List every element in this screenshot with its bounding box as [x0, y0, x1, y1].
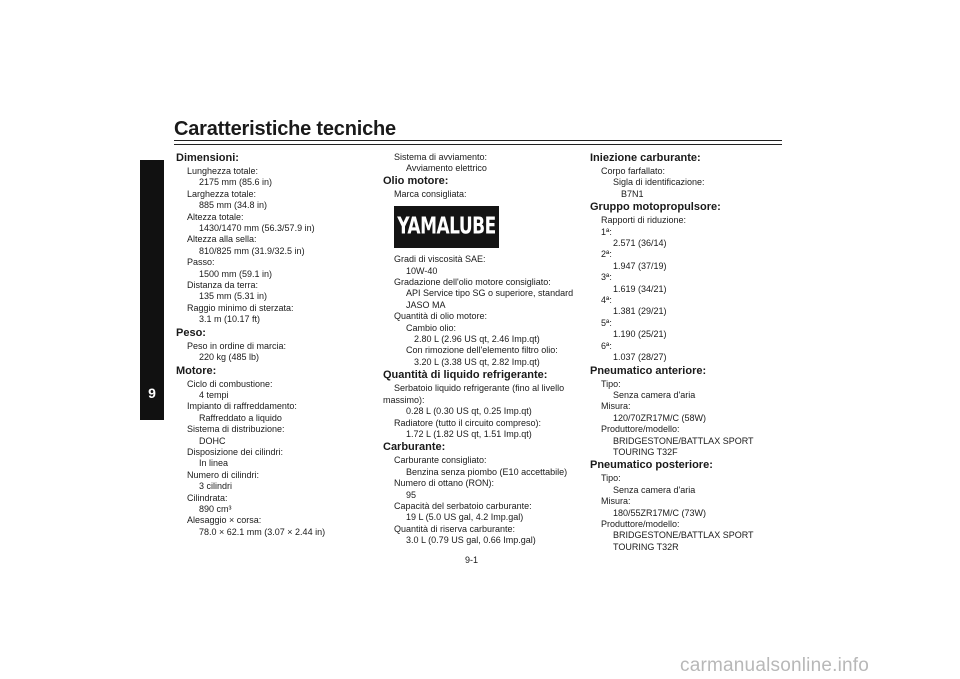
column-1 — [176, 152, 376, 538]
spec-label: Produttore/modello: — [601, 518, 680, 529]
spec-label: Peso in ordine di marcia: — [187, 340, 287, 351]
spec-label: Corpo farfallato: — [601, 166, 666, 176]
spec-value: 2175 mm (85.6 in) — [199, 177, 273, 188]
spec-value: 220 kg (485 lb) — [199, 352, 260, 363]
section-peso — [176, 327, 376, 364]
spec-label: Gradazione dell'olio motore consigliato: — [394, 277, 551, 288]
gear-label: 4ª: — [601, 295, 612, 306]
spec-label: Altezza totale: — [187, 211, 244, 222]
gear-value: 1.037 (28/27) — [613, 352, 667, 363]
spec-label: Numero di ottano (RON): — [394, 478, 495, 489]
spec-value: DOHC — [199, 435, 226, 446]
spec-value: 120/70ZR17M/C (58W) — [613, 412, 707, 423]
section-iniezione — [590, 152, 790, 200]
section-title: Olio motore: — [383, 174, 449, 187]
spec-label: Con rimozione dell'elemento filtro olio: — [406, 345, 558, 356]
spec-value: 3.20 L (3.38 US qt, 2.82 Imp.qt) — [414, 356, 540, 367]
gear-value: 1.947 (37/19) — [613, 260, 667, 271]
spec-value: Senza camera d'aria — [613, 389, 696, 400]
spec-label: Altezza alla sella: — [187, 234, 257, 245]
spec-label: Quantità di olio motore: — [394, 311, 488, 322]
spec-label: Radiatore (tutto il circuito compreso): — [394, 417, 542, 428]
section-motore — [176, 365, 376, 539]
spec-value: 19 L (5.0 US gal, 4.2 Imp.gal) — [406, 512, 524, 523]
section-title: Carburante: — [383, 441, 446, 454]
yamalube-logo-text: YAMALUBE — [397, 212, 496, 240]
spec-label: Larghezza totale: — [187, 188, 257, 199]
spec-label: Alesaggio × corsa: — [187, 515, 262, 526]
spec-value: Senza camera d'aria — [613, 484, 696, 495]
spec-value: 1430/1470 mm (56.3/57.9 in) — [199, 223, 315, 234]
section-title: Peso: — [176, 326, 206, 339]
gear-label: 5ª: — [601, 317, 612, 328]
spec-value: 3.0 L (0.79 US gal, 0.66 Imp.gal) — [406, 535, 536, 546]
spec-value: 3 cilindri — [199, 481, 233, 492]
column-3 — [590, 152, 790, 553]
yamalube-logo — [394, 206, 499, 248]
section-title: Pneumatico posteriore: — [590, 459, 713, 472]
spec-value: In linea — [199, 458, 229, 469]
section-carburante — [383, 441, 583, 546]
chapter-number: 9 — [148, 385, 156, 401]
spec-value: 78.0 × 62.1 mm (3.07 × 2.44 in) — [199, 526, 326, 537]
spec-label: Serbatoio liquido refrigerante (fino al livello — [394, 383, 565, 394]
column-2 — [383, 152, 583, 547]
section-title: Pneumatico anteriore: — [590, 364, 707, 377]
title-rule — [174, 140, 782, 141]
page-number: 9-1 — [465, 555, 479, 565]
spec-label: Misura: — [601, 401, 631, 412]
watermark: carmanualsonline.info — [680, 655, 870, 676]
spec-value: 95 — [406, 489, 417, 500]
spec-label: Lunghezza totale: — [187, 166, 259, 176]
spec-label: Cilindrata: — [187, 492, 228, 503]
spec-label: massimo): — [383, 394, 425, 405]
gear-value: 1.381 (29/21) — [613, 306, 667, 317]
section-pneumatico-posteriore — [590, 459, 790, 553]
gear-label: 6ª: — [601, 340, 612, 351]
spec-label: Cambio olio: — [406, 322, 457, 333]
section-dimensioni — [176, 152, 376, 326]
spec-label: Impianto di raffreddamento: — [187, 401, 297, 412]
spec-value: Avviamento elettrico — [406, 163, 487, 174]
spec-label: Misura: — [601, 496, 631, 507]
spec-label: Raggio minimo di sterzata: — [187, 302, 294, 313]
spec-value: TOURING T32R — [613, 541, 679, 552]
gear-value: 1.619 (34/21) — [613, 283, 667, 294]
gear-label: 3ª: — [601, 272, 612, 283]
spec-value: API Service tipo SG o superiore, standard — [406, 288, 574, 299]
spec-label: Sistema di avviamento: — [394, 152, 488, 162]
spec-value: 890 cm³ — [199, 503, 232, 514]
section-refrigerante — [383, 369, 583, 440]
title-rule-thin — [174, 144, 782, 145]
spec-label: Sistema di distribuzione: — [187, 424, 285, 435]
spec-label: Numero di cilindri: — [187, 469, 260, 480]
spec-value: 3.1 m (10.17 ft) — [199, 314, 261, 325]
spec-label: Ciclo di combustione: — [187, 378, 273, 389]
spec-value: Benzina senza piombo (E10 accettabile) — [406, 466, 568, 477]
spec-label: Tipo: — [601, 378, 621, 389]
spec-value: BRIDGESTONE/BATTLAX SPORT — [613, 435, 754, 446]
gear-label: 2ª: — [601, 249, 612, 260]
spec-value: 135 mm (5.31 in) — [199, 291, 268, 302]
spec-label: Rapporti di riduzione: — [601, 215, 687, 226]
page-title: Caratteristiche tecniche — [174, 118, 396, 140]
spec-value: 4 tempi — [199, 389, 229, 400]
spec-value: Raffreddato a liquido — [199, 412, 282, 423]
spec-label: Gradi di viscosità SAE: — [394, 254, 486, 265]
spec-label: Sigla di identificazione: — [613, 177, 705, 188]
section-olio — [383, 175, 583, 368]
chapter-tab — [140, 160, 164, 420]
section-title: Motore: — [176, 364, 217, 377]
gear-value: 2.571 (36/14) — [613, 238, 667, 249]
spec-value: B7N1 — [621, 188, 644, 199]
spec-label: Marca consigliata: — [394, 188, 467, 199]
section-title: Gruppo motopropulsore: — [590, 201, 721, 214]
spec-value: 10W-40 — [406, 265, 438, 276]
spec-value: BRIDGESTONE/BATTLAX SPORT — [613, 530, 754, 541]
gear-label: 1ª: — [601, 226, 612, 237]
spec-label: Capacità del serbatoio carburante: — [394, 500, 532, 511]
spec-value: 2.80 L (2.96 US qt, 2.46 Imp.qt) — [414, 334, 540, 345]
section-gruppo — [590, 201, 790, 363]
spec-label: Passo: — [187, 257, 215, 268]
section-title: Dimensioni: — [176, 152, 239, 164]
section-title: Iniezione carburante: — [590, 152, 701, 164]
gear-value: 1.190 (25/21) — [613, 329, 667, 340]
spec-label: Disposizione dei cilindri: — [187, 446, 284, 457]
spec-label: Quantità di riserva carburante: — [394, 523, 516, 534]
spec-label: Carburante consigliato: — [394, 455, 487, 466]
spec-value: 885 mm (34.8 in) — [199, 200, 268, 211]
spec-value: TOURING T32F — [613, 446, 678, 457]
spec-value: 810/825 mm (31.9/32.5 in) — [199, 245, 305, 256]
spec-label: Tipo: — [601, 473, 621, 484]
spec-label: Distanza da terra: — [187, 280, 259, 291]
section-pneumatico-anteriore — [590, 365, 790, 459]
section-title: Quantità di liquido refrigerante: — [383, 369, 548, 382]
spec-value: JASO MA — [406, 299, 446, 310]
spec-value: 1500 mm (59.1 in) — [199, 268, 273, 279]
spec-value: 180/55ZR17M/C (73W) — [613, 507, 707, 518]
spec-label: Produttore/modello: — [601, 424, 680, 435]
spec-value: 1.72 L (1.82 US qt, 1.51 Imp.qt) — [406, 428, 532, 439]
spec-value: 0.28 L (0.30 US qt, 0.25 Imp.qt) — [406, 406, 532, 417]
